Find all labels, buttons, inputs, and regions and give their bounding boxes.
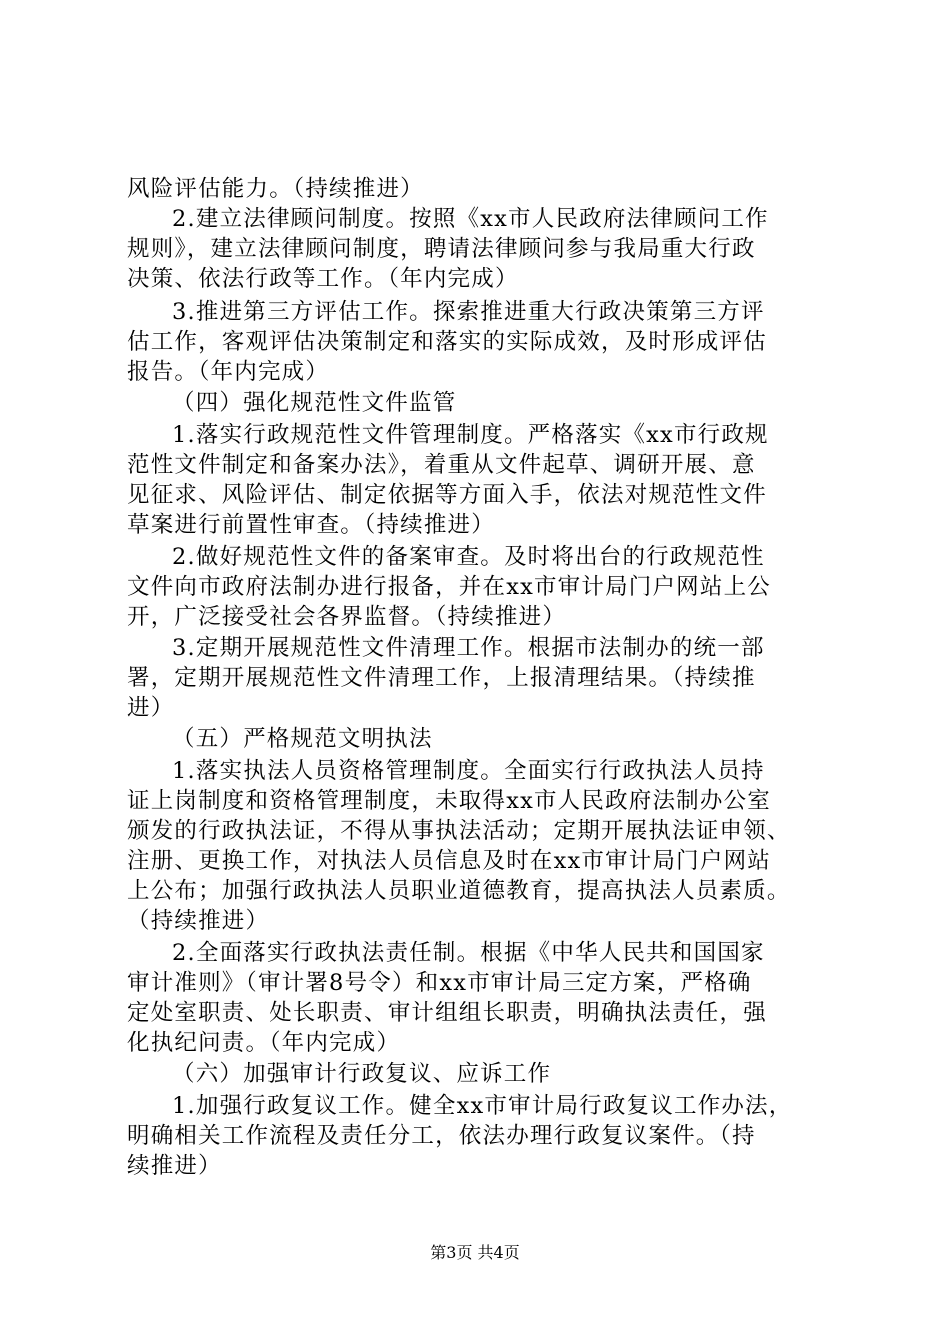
text-line: 报告。（年内完成）: [127, 359, 330, 385]
text-line: 3.推进第三方评估工作。探索推进重大行政决策第三方评: [172, 299, 765, 325]
text-line: 上公布；加强行政执法人员职业道德教育，提高执法人员素质。: [127, 878, 791, 904]
text-line: 定处室职责、处长职责、审计组组长职责，明确执法责任，强: [127, 1000, 767, 1026]
text-line: 化执纪问责。（年内完成）: [127, 1030, 401, 1056]
section-heading: （四）强化规范性文件监管: [172, 390, 457, 416]
text-line: 开，广泛接受社会各界监督。（持续推进）: [127, 604, 567, 630]
text-line: 1.落实行政规范性文件管理制度。严格落实《xx市行政规: [172, 422, 769, 448]
text-line: 2.建立法律顾问制度。按照《xx市人民政府法律顾问工作: [172, 206, 769, 232]
text-line: 2.做好规范性文件的备案审查。及时将出台的行政规范性: [172, 544, 765, 570]
text-line: 续推进）: [127, 1153, 222, 1179]
section-heading: （六）加强审计行政复议、应诉工作: [172, 1061, 552, 1087]
text-line: （持续推进）: [127, 908, 270, 934]
text-line: 规则》，建立法律顾问制度，聘请法律顾问参与我局重大行政: [127, 236, 756, 262]
text-line: 草案进行前置性审查。（持续推进）: [127, 512, 495, 538]
text-line: 见征求、风险评估、制定依据等方面入手，依法对规范性文件: [127, 482, 767, 508]
text-line: 决策、依法行政等工作。（年内完成）: [127, 266, 519, 292]
text-line: 3.定期开展规范性文件清理工作。根据市法制办的统一部: [172, 635, 765, 661]
text-line: 范性文件制定和备案办法》，着重从文件起草、调研开展、意: [127, 452, 756, 478]
text-line: 颁发的行政执法证，不得从事执法活动；定期开展执法证申领、: [127, 818, 791, 844]
text-line: 风险评估能力。（持续推进）: [127, 176, 424, 202]
text-line: 估工作，客观评估决策制定和落实的实际成效，及时形成评估: [127, 329, 767, 355]
text-line: 1.落实执法人员资格管理制度。全面实行行政执法人员持: [172, 758, 765, 784]
text-line: 进）: [127, 695, 175, 721]
text-line: 注册、更换工作，对执法人员信息及时在xx市审计局门户网站: [127, 848, 771, 874]
section-heading: （五）严格规范文明执法: [172, 726, 433, 752]
text-line: 明确相关工作流程及责任分工，依法办理行政复议案件。（持: [127, 1123, 756, 1149]
text-line: 署，定期开展规范性文件清理工作，上报清理结果。（持续推: [127, 665, 756, 691]
text-line: 2.全面落实行政执法责任制。根据《中华人民共和国国家: [172, 940, 765, 966]
text-line: 审计准则》（审计署8号令）和xx市审计局三定方案，严格确: [127, 970, 752, 996]
text-line: 证上岗制度和资格管理制度，未取得xx市人民政府法制办公室: [127, 788, 771, 814]
text-line: 文件向市政府法制办进行报备，并在xx市审计局门户网站上公: [127, 574, 771, 600]
page-number-footer: 第3页 共4页: [430, 1243, 520, 1262]
text-line: 1.加强行政复议工作。健全xx市审计局行政复议工作办法，: [172, 1093, 793, 1119]
